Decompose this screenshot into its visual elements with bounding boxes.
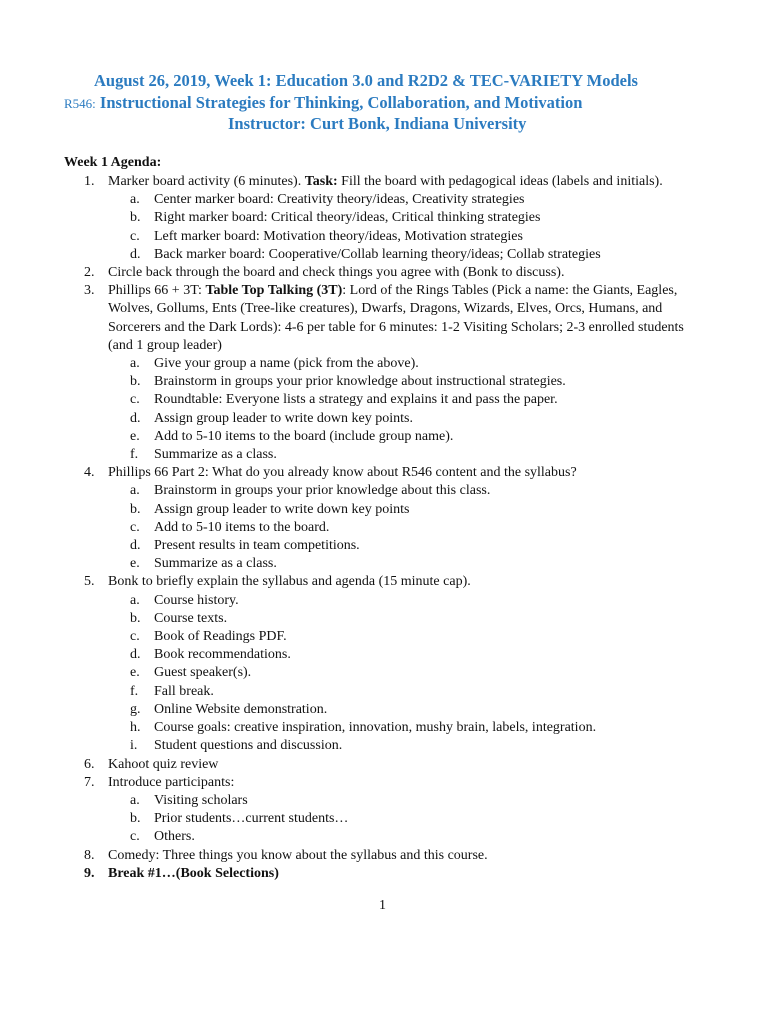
agenda-subitem-text: Book recommendations. <box>154 647 291 663</box>
agenda-item-number: 5. <box>84 574 95 590</box>
agenda-item-text-part: Circle back through the board and check things you agree with (Bonk to discuss). <box>108 265 565 281</box>
agenda-subitem-letter: c. <box>130 629 140 645</box>
agenda-item-text <box>108 173 712 191</box>
agenda-item <box>64 173 712 191</box>
agenda-subitem-text: Give your group a name (pick from the above). <box>154 356 419 372</box>
agenda-subitem-letter: e. <box>130 556 140 572</box>
agenda-subitem-letter: a. <box>130 356 140 372</box>
agenda-subitem-text: Student questions and discussion. <box>154 738 343 754</box>
instructor-line: Instructor: Curt Bonk, Indiana University <box>228 114 527 133</box>
agenda-subitem-text: Right marker board: Critical theory/ideas, Critical thinking strategies <box>154 210 541 226</box>
document-title: August 26, 2019, Week 1: Education 3.0 and R2D2 & TEC-VARIETY Models <box>94 71 638 90</box>
agenda-subitem <box>64 737 712 755</box>
agenda-subitem-letter: i. <box>130 738 138 754</box>
page-number: 1 <box>379 898 386 913</box>
agenda-subitem-letter: d. <box>130 647 141 663</box>
agenda-subitem-text: Back marker board: Cooperative/Collab learning theory/ideas; Collab strategies <box>154 246 601 262</box>
agenda-subitem <box>64 246 712 264</box>
agenda-subitem-letter: f. <box>130 447 139 463</box>
agenda-subitem-text: Roundtable: Everyone lists a strategy and explains it and pass the paper. <box>154 392 558 408</box>
agenda-subitem-letter: g. <box>130 701 141 717</box>
agenda-subitem-text: Brainstorm in groups your prior knowledge about instructional strategies. <box>154 374 566 390</box>
agenda-subitem <box>64 646 712 664</box>
agenda-subitem <box>64 501 712 519</box>
agenda-item-text-part: Phillips 66 + 3T: <box>108 283 206 299</box>
agenda-subitem <box>64 628 712 646</box>
agenda-subitem-text: Course goals: creative inspiration, innovation, mushy brain, labels, integration. <box>154 720 597 736</box>
agenda-subitem-text: Brainstorm in groups your prior knowledge about this class. <box>154 483 491 499</box>
agenda-subitem <box>64 209 712 227</box>
agenda-item-number: 3. <box>84 283 95 299</box>
agenda-subitem-text: Add to 5-10 items to the board. <box>154 519 330 535</box>
agenda-item <box>64 774 712 792</box>
agenda-item-text <box>108 847 712 865</box>
agenda-subitem-text: Guest speaker(s). <box>154 665 252 681</box>
agenda-subitem-text: Center marker board: Creativity theory/ideas, Creativity strategies <box>154 192 525 208</box>
agenda-subitem <box>64 428 712 446</box>
agenda-subitem-letter: a. <box>130 592 140 608</box>
agenda-item-bold-text: Task: <box>304 174 338 189</box>
agenda-subitem-letter: b. <box>130 374 141 390</box>
agenda-list <box>64 173 712 883</box>
agenda-item-text <box>108 264 712 282</box>
course-title <box>64 93 582 113</box>
agenda-subitem-text: Visiting scholars <box>154 792 248 808</box>
agenda-subitem-letter: b. <box>130 501 141 517</box>
agenda-subitem <box>64 701 712 719</box>
agenda-subitem-text: Course history. <box>154 592 239 608</box>
agenda-item <box>64 865 712 883</box>
agenda-item-number: 7. <box>84 774 95 790</box>
agenda-item <box>64 264 712 282</box>
agenda-heading: Week 1 Agenda: <box>64 155 162 170</box>
agenda-item-text-part: Bonk to briefly explain the syllabus and agenda (15 minute cap). <box>108 574 471 590</box>
agenda-subitem-letter: b. <box>130 811 141 827</box>
course-name: Instructional Strategies for Thinking, Collaboration, and Motivation <box>95 93 583 112</box>
agenda-item-text-part: Introduce participants: <box>108 774 235 790</box>
agenda-item-text <box>108 774 712 792</box>
agenda-subitem-text: Summarize as a class. <box>154 447 277 463</box>
agenda-subitem <box>64 519 712 537</box>
agenda-item-text <box>108 282 712 355</box>
agenda-subitem-text: Add to 5-10 items to the board (include group name). <box>154 428 454 444</box>
agenda-item <box>64 847 712 865</box>
agenda-subitem <box>64 446 712 464</box>
agenda-subitem <box>64 683 712 701</box>
agenda-subitem <box>64 482 712 500</box>
agenda-item-number: 1. <box>84 174 95 189</box>
agenda-item-text-part: Kahoot quiz review <box>108 756 219 772</box>
agenda-subitem <box>64 391 712 409</box>
agenda-subitem-letter: b. <box>130 610 141 626</box>
agenda-item-text-part: Phillips 66 Part 2: What do you already know about R546 content and the syllabus? <box>108 465 577 481</box>
agenda-subitem-text: Book of Readings PDF. <box>154 629 287 645</box>
agenda-subitem <box>64 373 712 391</box>
agenda-item-bold-text: Table Top Talking (3T) <box>205 283 343 299</box>
agenda-item-number: 2. <box>84 265 95 281</box>
agenda-subitem-letter: e. <box>130 428 140 444</box>
agenda-subitem <box>64 191 712 209</box>
agenda-subitem <box>64 719 712 737</box>
agenda-subitem-letter: a. <box>130 192 140 208</box>
agenda-subitem-text: Prior students…current students… <box>154 811 349 827</box>
agenda-subitem-letter: d. <box>130 246 141 262</box>
agenda-subitem-letter: c. <box>130 829 140 845</box>
agenda-subitem-text: Left marker board: Motivation theory/ideas, Motivation strategies <box>154 228 523 244</box>
agenda-subitem <box>64 828 712 846</box>
agenda-subitem-letter: d. <box>130 538 141 554</box>
agenda-subitem-letter: d. <box>130 410 141 426</box>
agenda-item-text <box>108 756 712 774</box>
agenda-item-text <box>108 573 712 591</box>
agenda-subitem-text: Summarize as a class. <box>154 556 277 572</box>
agenda-subitem-letter: h. <box>130 720 141 736</box>
agenda-item <box>64 756 712 774</box>
agenda-subitem <box>64 355 712 373</box>
agenda-subitem-letter: c. <box>130 228 140 244</box>
agenda-item-text-part: : Lord of the Rings Tables (Pick a name: the Giants, Eagles, Wolves, Gollums, Ents (Tree-like creatures), Dwarfs, Dragons, Wizards, Elves, Orcs, Humans, and Sorcerers and the Dark Lords): 4-6 per table for 6 minutes: 1-2 Visiting Scholars; 2-3 enrolled students (and 1 group leader) <box>108 283 684 353</box>
agenda-subitem-letter: c. <box>130 519 140 535</box>
agenda-item-text-part: Fill the board with pedagogical ideas (labels and initials). <box>337 174 663 189</box>
course-code: R546: <box>64 96 96 111</box>
agenda-subitem <box>64 810 712 828</box>
agenda-item <box>64 282 712 355</box>
agenda-subitem-letter: f. <box>130 683 139 699</box>
agenda-item-number: 9. <box>84 865 95 881</box>
agenda-item-bold-text: Break #1…(Book Selections) <box>108 865 279 881</box>
agenda-item-text-part: Comedy: Three things you know about the syllabus and this course. <box>108 847 488 863</box>
agenda-item-text-part: Marker board activity (6 minutes). <box>108 174 305 189</box>
agenda-subitem-letter: c. <box>130 392 140 408</box>
agenda-subitem <box>64 537 712 555</box>
agenda-subitem <box>64 792 712 810</box>
agenda-item <box>64 464 712 482</box>
agenda-subitem-letter: a. <box>130 792 140 808</box>
agenda-item-text <box>108 464 712 482</box>
agenda-item-text <box>108 865 712 883</box>
agenda-subitem-text: Others. <box>154 829 195 845</box>
agenda-subitem-letter: b. <box>130 210 141 226</box>
agenda-subitem <box>64 228 712 246</box>
agenda-subitem <box>64 410 712 428</box>
agenda-subitem <box>64 664 712 682</box>
agenda-subitem-text: Present results in team competitions. <box>154 538 360 554</box>
agenda-subitem-letter: a. <box>130 483 140 499</box>
agenda-item-number: 4. <box>84 465 95 481</box>
agenda-subitem <box>64 592 712 610</box>
agenda-subitem-text: Fall break. <box>154 683 214 699</box>
agenda-subitem <box>64 610 712 628</box>
agenda-subitem-letter: e. <box>130 665 140 681</box>
agenda-item <box>64 573 712 591</box>
agenda-item-number: 8. <box>84 847 95 863</box>
agenda-item-number: 6. <box>84 756 95 772</box>
agenda-subitem-text: Assign group leader to write down key points. <box>154 410 413 426</box>
agenda-subitem-text: Online Website demonstration. <box>154 701 328 717</box>
agenda-subitem-text: Course texts. <box>154 610 228 626</box>
agenda-subitem-text: Assign group leader to write down key points <box>154 501 410 517</box>
agenda-subitem <box>64 555 712 573</box>
